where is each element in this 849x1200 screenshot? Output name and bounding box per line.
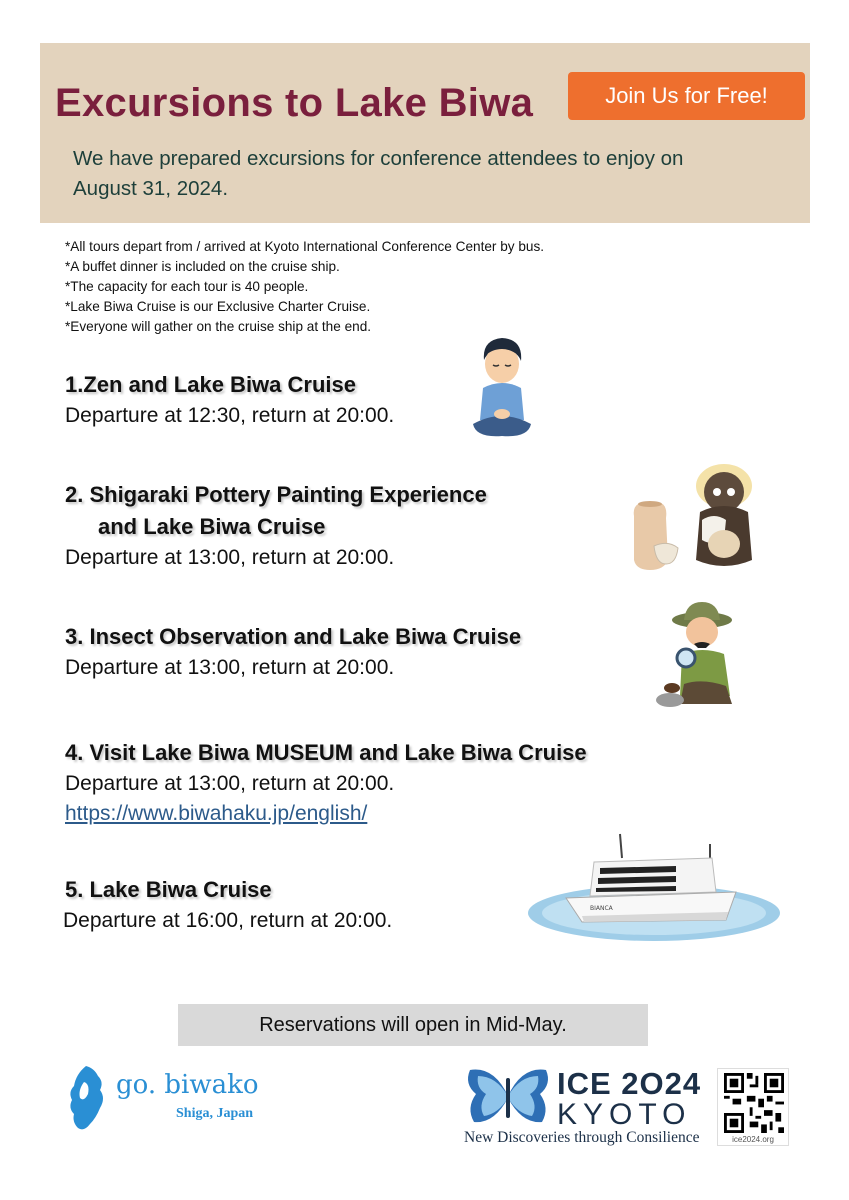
tour-2 [65,479,487,573]
tour-4-title: 4. Visit Lake Biwa MUSEUM and Lake Biwa Cruise [65,740,587,765]
tour-2-title-line2: and Lake Biwa Cruise [98,514,326,539]
pottery-tanuki-icon [628,460,763,575]
tour-3 [65,621,521,683]
ice-city: KYOTO [557,1098,692,1131]
tour-1-time: Departure at 12:30, return at 20:00. [65,404,395,427]
tour-3-title: 3. Insect Observation and Lake Biwa Cruise [65,624,522,649]
note-item: *Lake Biwa Cruise is our Exclusive Charter Cruise. [65,299,371,314]
header-banner [40,43,810,223]
museum-link[interactable]: https://www.biwahaku.jp/english/ [65,802,368,825]
tour-1 [65,369,394,431]
note-item: *The capacity for each tour is 40 people. [65,279,309,294]
intro-text [73,144,793,204]
intro-line-1: We have prepared excursions for conference attendees to enjoy on [73,147,684,170]
tour-5 [65,874,392,936]
note-item: *A buffet dinner is included on the cruise ship. [65,259,340,274]
cruise-ship-icon [526,828,781,944]
tour-2-title: 2. Shigaraki Pottery Painting Experience [65,482,487,507]
ice-title: ICE 2O24 [557,1066,702,1101]
qr-label: ice2024.org [732,1135,774,1144]
go-biwako-logo [64,1062,284,1134]
tour-5-time: Departure at 16:00, return at 20:00. [63,909,393,932]
intro-line-2: August 31, 2024. [73,177,229,200]
qr-code[interactable] [717,1068,789,1146]
tour-4-time: Departure at 13:00, return at 20:00. [65,772,395,795]
go-biwako-subtitle: Shiga, Japan [176,1106,254,1121]
shiga-map-icon [64,1064,108,1134]
tour-5-title: 5. Lake Biwa Cruise [65,877,272,902]
reservation-banner: Reservations will open in Mid-May. [178,1004,648,1046]
ice-2024-logo [462,1062,707,1152]
tour-2-time: Departure at 13:00, return at 20:00. [65,546,395,569]
tour-1-title: 1.Zen and Lake Biwa Cruise [65,372,356,397]
note-item: *All tours depart from / arrived at Kyoto International Conference Center by bus. [65,239,545,254]
tour-4 [65,737,587,829]
qr-code-icon [724,1073,784,1133]
ship-name: BIANCA [590,905,613,912]
meditating-person-icon [470,334,535,442]
notes-list [65,237,544,337]
tour-3-time: Departure at 13:00, return at 20:00. [65,656,395,679]
insect-observer-icon [650,600,745,712]
go-biwako-text: go. biwako [116,1070,259,1100]
butterfly-logo-icon [464,1064,552,1128]
note-item: *Everyone will gather on the cruise ship at the end. [65,319,372,334]
ice-tagline: New Discoveries through Consilience [464,1129,700,1146]
page-title: Excursions to Lake Biwa [55,81,534,125]
join-free-button[interactable]: Join Us for Free! [568,72,805,120]
